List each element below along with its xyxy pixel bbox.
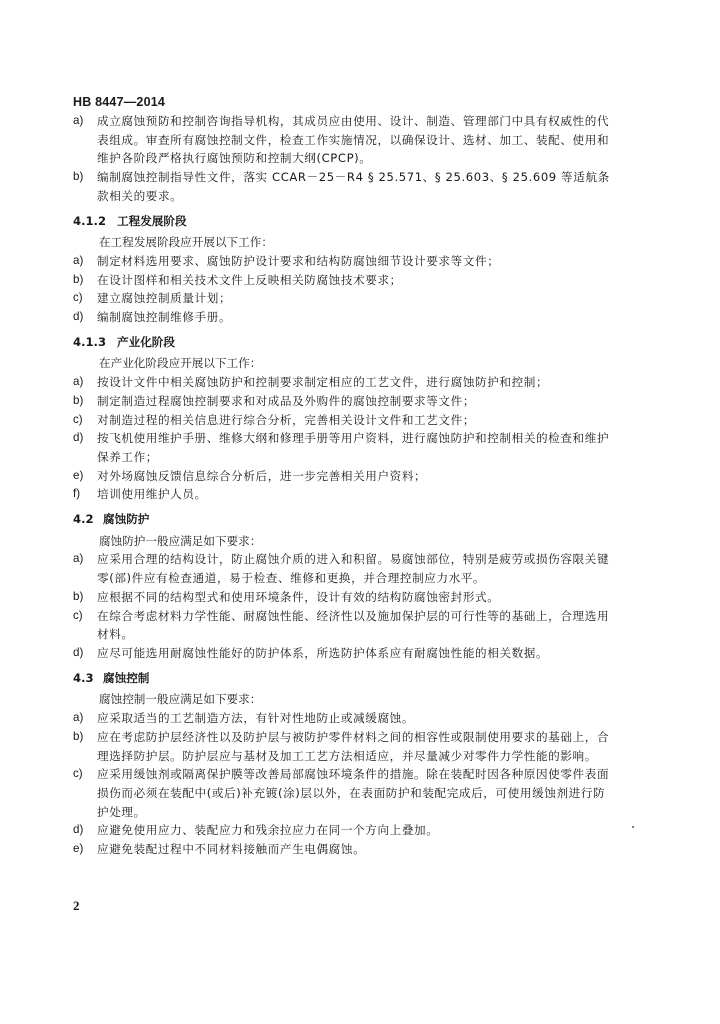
section-title: 产业化阶段: [117, 334, 175, 349]
list-item: [73, 588, 613, 607]
item-label: f): [73, 487, 81, 501]
item-text: 应尽可能选用耐腐蚀性能好的防护体系，所选防护体系应有耐腐蚀性能的相关数据。: [97, 645, 549, 660]
item-label: b): [73, 272, 84, 286]
section-title: 腐蚀防护: [103, 512, 150, 527]
list-item: [73, 728, 613, 765]
item-text: 按设计文件中相关腐蚀防护和控制要求制定相应的工艺文件，进行腐蚀防护和控制；: [97, 375, 549, 390]
item-label: d): [73, 823, 84, 837]
item-text: 在综合考虑材料力学性能、耐腐蚀性能、经济性以及施加保护层的可行性等的基础上，合理选用材料。: [97, 608, 610, 642]
item-label: e): [73, 842, 84, 856]
section-4-1-2: [73, 212, 613, 327]
item-label: c): [73, 412, 83, 426]
item-label: d): [73, 645, 84, 659]
item-text: 应采取适当的工艺制造方法，有针对性地防止或减缓腐蚀。: [97, 711, 415, 726]
list-item: [73, 392, 613, 411]
section-intro: 腐蚀防护一般应满足如下要求：: [99, 533, 262, 548]
item-text: 在设计图样和相关技术文件上反映相关防腐蚀技术要求；: [97, 272, 402, 287]
item-label: b): [73, 393, 84, 407]
list-item: [73, 112, 613, 168]
section-number: 4.2: [73, 512, 94, 527]
section-number: 4.1.2: [73, 213, 107, 228]
list-item: [73, 373, 613, 392]
item-text: 应在考虑防护层经济性以及防护层与被防护零件材料之间的相容性或限制使用要求的基础上，合理选择防护层。防护层应与基材及加工工艺方法相适应，并尽量减少对零件力学性能的影响。: [97, 729, 610, 763]
item-label: a): [73, 552, 84, 566]
section-heading: [73, 510, 613, 529]
section-number: 4.3: [73, 670, 94, 685]
list-item: [73, 485, 613, 504]
item-text: 应根据不同的结构型式和使用环境条件，设计有效的结构防腐蚀密封形式。: [97, 589, 500, 604]
document-code: HB 8447—2014: [73, 95, 166, 109]
top-list: [73, 112, 613, 206]
item-text: 建立腐蚀控制质量计划；: [97, 291, 232, 306]
item-text: 培训使用维护人员。: [97, 487, 207, 502]
item-label: e): [73, 468, 84, 482]
list-item: [73, 289, 613, 308]
list-item: [73, 550, 613, 587]
item-label: b): [73, 589, 84, 603]
item-text: 应避免使用应力、装配应力和残余拉应力在同一个方向上叠加。: [97, 823, 439, 838]
item-text: 应采用合理的结构设计，防止腐蚀介质的进入和积留。易腐蚀部位，特别是疲劳或损伤容限关键零(部)件应有检查通道，易于检查、维修和更换，并合理控制应力水平。: [97, 552, 610, 586]
list-item: [73, 840, 613, 859]
item-text: 应避免装配过程中不同材料接触而产生电偶腐蚀。: [97, 842, 366, 857]
item-text: 对外场腐蚀反馈信息综合分析后，进一步完善相关用户资料；: [97, 468, 427, 483]
section-intro: 在产业化阶段应开展以下工作：: [99, 356, 262, 371]
list-item: [73, 308, 613, 327]
item-text: 制定制造过程腐蚀控制要求和对成品及外购件的腐蚀控制要求等文件；: [97, 393, 476, 408]
section-heading: [73, 212, 613, 231]
item-label: d): [73, 310, 84, 324]
section-intro: 在工程发展阶段应开展以下工作：: [99, 235, 273, 250]
item-text: 制定材料选用要求、腐蚀防护设计要求和结构防腐蚀细节设计要求等文件；: [97, 253, 500, 268]
page-number: 2: [73, 898, 80, 913]
list-item: [73, 429, 613, 466]
item-text: 成立腐蚀预防和控制咨询指导机构，其成员应由使用、设计、制造、管理部门中具有权威性的代表组成。审查所有腐蚀控制文件，检查工作实施情况，以确保设计、选材、加工、装配、使用和维护各阶段严格执行腐蚀预防和控制大纲(CPCP)。: [97, 114, 610, 166]
page-body: [73, 112, 613, 859]
item-text: 对制造过程的相关信息进行综合分析，完善相关设计文件和工艺文件；: [97, 412, 476, 427]
item-label: b): [73, 729, 84, 743]
list-item: [73, 644, 613, 663]
list-item: [73, 709, 613, 728]
section-title: 工程发展阶段: [117, 213, 187, 228]
item-text: 编制腐蚀控制指导性文件，落实 CCAR－25－R4 § 25.571、§ 25.603、§ 25.609 等适航条款相关的要求。: [97, 170, 610, 203]
list-item: [73, 467, 613, 486]
list-item: [73, 252, 613, 271]
item-text: 按飞机使用维护手册、维修大纲和修理手册等用户资料，进行腐蚀防护和控制相关的检查和维护保养工作；: [97, 431, 610, 464]
section-heading: [73, 333, 613, 352]
item-label: c): [73, 608, 83, 622]
item-label: d): [73, 431, 84, 445]
section-4-2: [73, 510, 613, 663]
list-item: [73, 271, 613, 290]
item-text: 应采用缓蚀剂或隔离保护膜等改善局部腐蚀环境条件的措施。除在装配时因各种原因使零件表面损伤而必须在装配中(或后)补充镀(涂)层以外，在表面防护和装配完成后，可使用缓蚀剂进行防护处理。: [97, 767, 610, 819]
section-4-1-3: [73, 333, 613, 504]
list-item: [73, 411, 613, 430]
section-title: 腐蚀控制: [103, 670, 150, 685]
item-label: a): [73, 253, 84, 267]
list-item: [73, 821, 613, 840]
item-label: c): [73, 291, 83, 305]
item-label: c): [73, 767, 83, 781]
list-item: [73, 765, 613, 821]
item-label: a): [73, 375, 84, 389]
item-text: 编制腐蚀控制维修手册。: [97, 310, 232, 325]
section-number: 4.1.3: [73, 334, 107, 349]
section-heading: [73, 669, 613, 688]
section-4-3: [73, 669, 613, 859]
item-label: b): [73, 170, 84, 184]
list-item: [73, 607, 613, 644]
scan-speck: [632, 826, 634, 828]
item-label: a): [73, 114, 84, 127]
list-item: [73, 168, 613, 205]
section-intro: 腐蚀控制一般应满足如下要求：: [99, 692, 262, 707]
item-label: a): [73, 711, 84, 725]
